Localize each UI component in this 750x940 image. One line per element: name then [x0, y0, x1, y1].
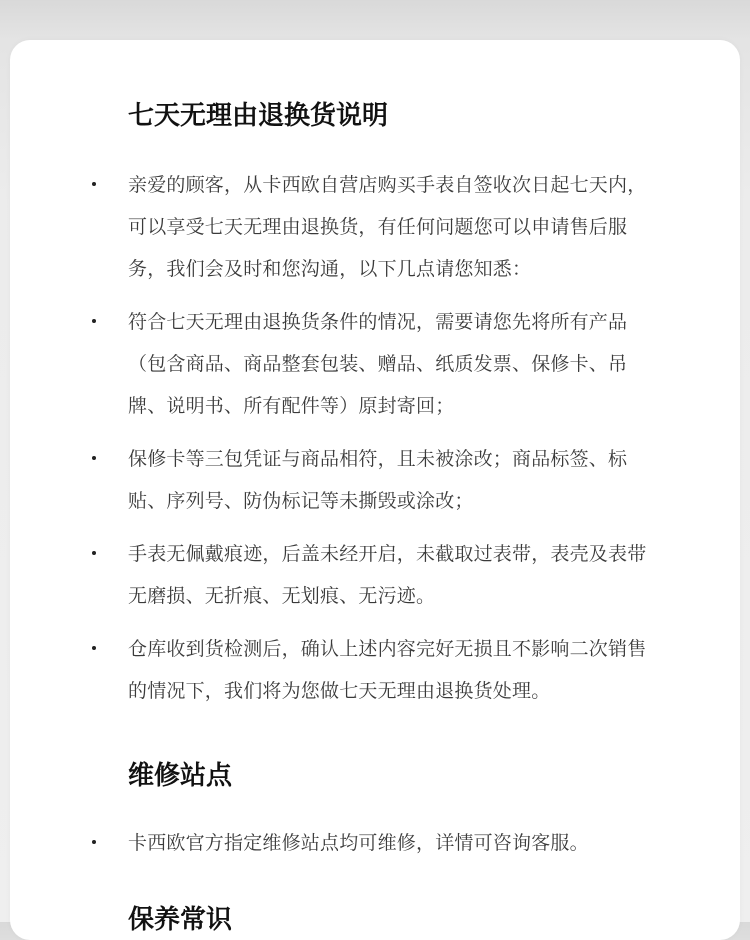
bullet-dot-icon	[92, 551, 96, 555]
list-item	[128, 301, 658, 427]
list-item	[128, 438, 658, 522]
bullet-dot-icon	[92, 840, 96, 844]
content-card	[10, 40, 740, 940]
bullet-dot-icon	[92, 182, 96, 186]
bullet-dot-icon	[92, 456, 96, 460]
list-item-text: 保修卡等三包凭证与商品相符，且未被涂改；商品标签、标贴、序列号、防伪标记等未撕毁或涂改；	[128, 448, 628, 512]
list-item-text: 亲爱的顾客，从卡西欧自营店购买手表自签收次日起七天内，可以享受七天无理由退换货，有任何问题您可以申请售后服务，我们会及时和您沟通，以下几点请您知悉：	[128, 174, 647, 280]
section-title-return-policy: 七天无理由退换货说明	[128, 101, 389, 131]
bullet-dot-icon	[92, 646, 96, 650]
list-item	[128, 533, 658, 617]
list-item	[128, 822, 658, 864]
list-item-text: 符合七天无理由退换货条件的情况，需要请您先将所有产品（包含商品、商品整套包装、赠品、纸质发票、保修卡、吊牌、说明书、所有配件等）原封寄回；	[128, 311, 628, 417]
list-item	[128, 628, 658, 712]
list-item-text: 手表无佩戴痕迹，后盖未经开启，未截取过表带，表壳及表带无磨损、无折痕、无划痕、无污迹。	[128, 543, 647, 607]
list-item-text: 卡西欧官方指定维修站点均可维修，详情可咨询客服。	[128, 832, 589, 854]
section-title-repair-sites: 维修站点	[128, 761, 233, 791]
bullet-dot-icon	[92, 319, 96, 323]
list-item	[128, 164, 658, 290]
section-title-maintenance: 保养常识	[128, 905, 233, 935]
list-item-text: 仓库收到货检测后，确认上述内容完好无损且不影响二次销售的情况下，我们将为您做七天无理由退换货处理。	[128, 638, 647, 702]
